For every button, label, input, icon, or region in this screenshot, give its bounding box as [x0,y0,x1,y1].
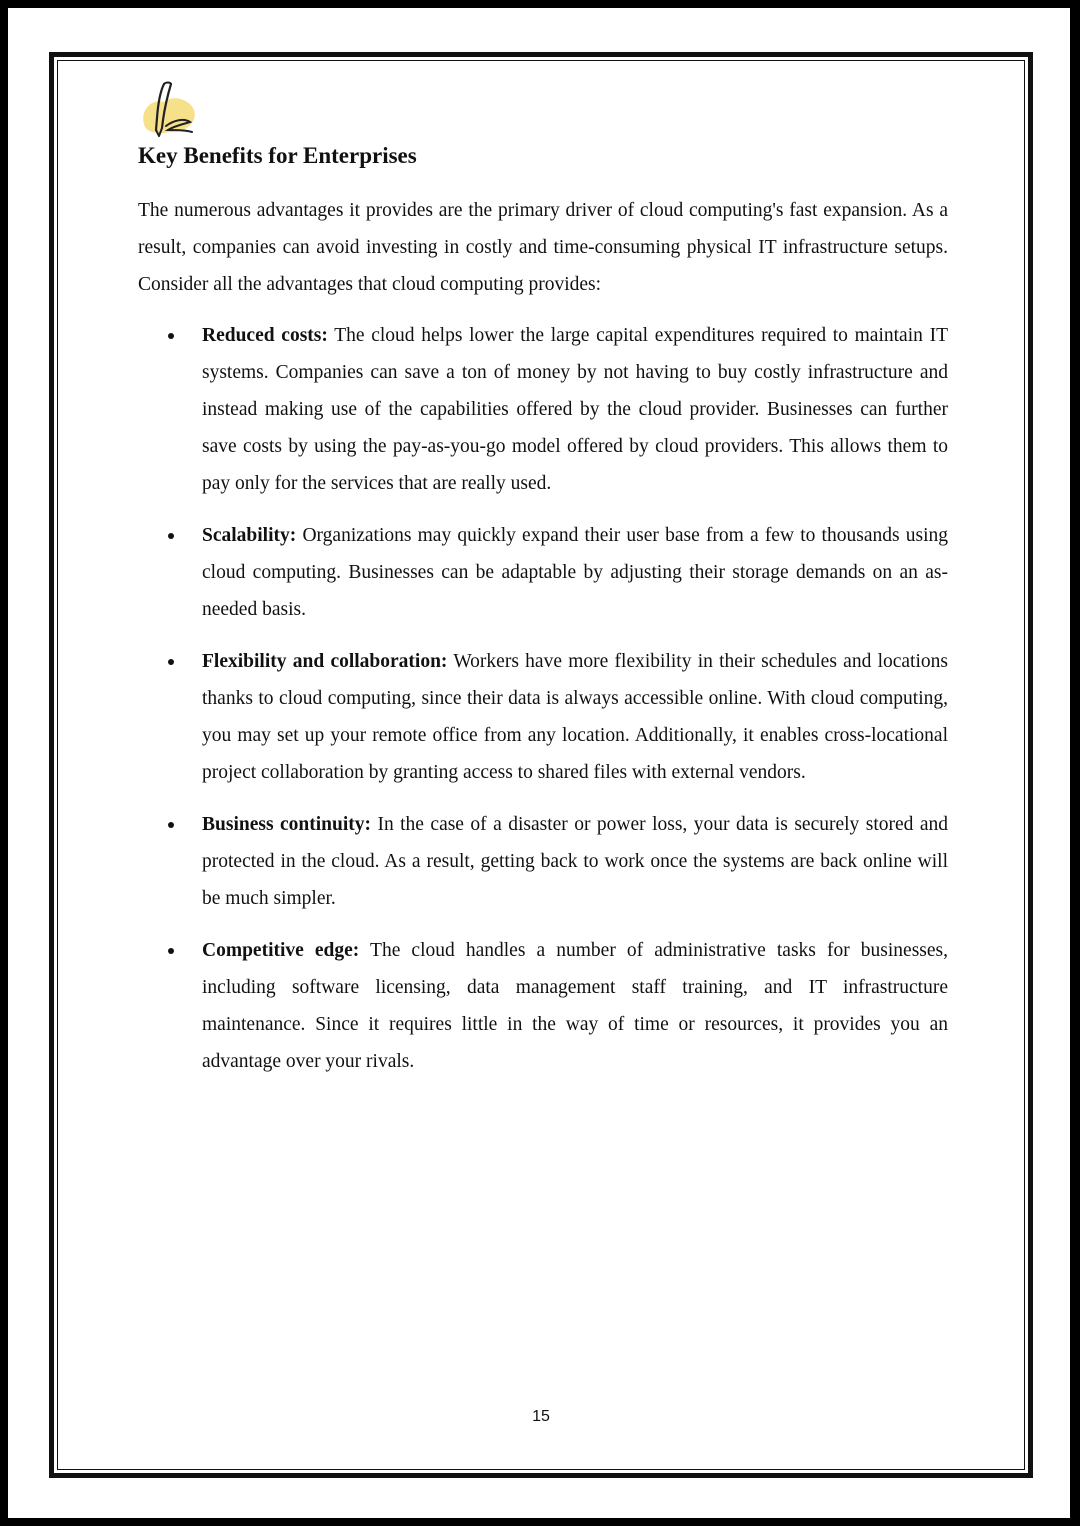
bullet-icon [168,333,174,339]
benefit-item [166,932,948,1080]
bullet-icon [168,659,174,665]
page-border [49,52,1033,1478]
benefit-term: Scalability: [202,525,297,546]
benefit-item [166,517,948,628]
bullet-icon [168,822,174,828]
document-page [8,8,1070,1518]
page-content [54,57,1028,1473]
benefit-text: The cloud helps lower the large capital expenditures required to maintain IT systems. Companies can save a ton of money by not having to buy costly infrastructure and instead making use of the capabilities offered by the cloud provider. Businesses can further save costs by using the pay-as-you-go model offered by cloud providers. This allows them to pay only for the services that are really used. [202,325,948,494]
benefit-term: Flexibility and collaboration: [202,651,448,672]
page-number: 15 [532,1408,550,1425]
benefit-term: Business continuity: [202,814,371,835]
section-heading: Key Benefits for Enterprises [138,143,417,168]
benefit-term: Reduced costs: [202,325,328,346]
benefit-text: The cloud handles a number of administrative tasks for businesses, including software licensing, data management staff training, and IT infrastructure maintenance. Since it requires little in the way of time or resources, it provides you an advantage over your rivals. [202,940,948,1072]
benefit-text: In the case of a disaster or power loss, your data is securely stored and protected in the cloud. As a result, getting back to work once the systems are back online will be much simpler. [202,814,948,909]
pen-writing-icon [138,80,204,138]
bullet-icon [168,533,174,539]
benefit-term: Competitive edge: [202,940,360,961]
benefit-item [166,317,948,502]
benefits-list [166,317,948,1095]
benefit-item [166,643,948,791]
benefit-item [166,806,948,917]
bullet-icon [168,948,174,954]
benefit-text: Workers have more flexibility in their schedules and locations thanks to cloud computing, since their data is always accessible online. With cloud computing, you may set up your remote office from any location. Additionally, it enables cross-locational project collaboration by granting access to shared files with external vendors. [202,651,948,783]
benefit-text: Organizations may quickly expand their user base from a few to thousands using cloud computing. Businesses can be adaptable by adjusting their storage demands on an as-needed basis. [202,525,948,620]
intro-paragraph: The numerous advantages it provides are the primary driver of cloud computing's fast expansion. As a result, companies can avoid investing in costly and time-consuming physical IT infrastructure setups. Consider all the advantages that cloud computing provides: [138,200,948,295]
